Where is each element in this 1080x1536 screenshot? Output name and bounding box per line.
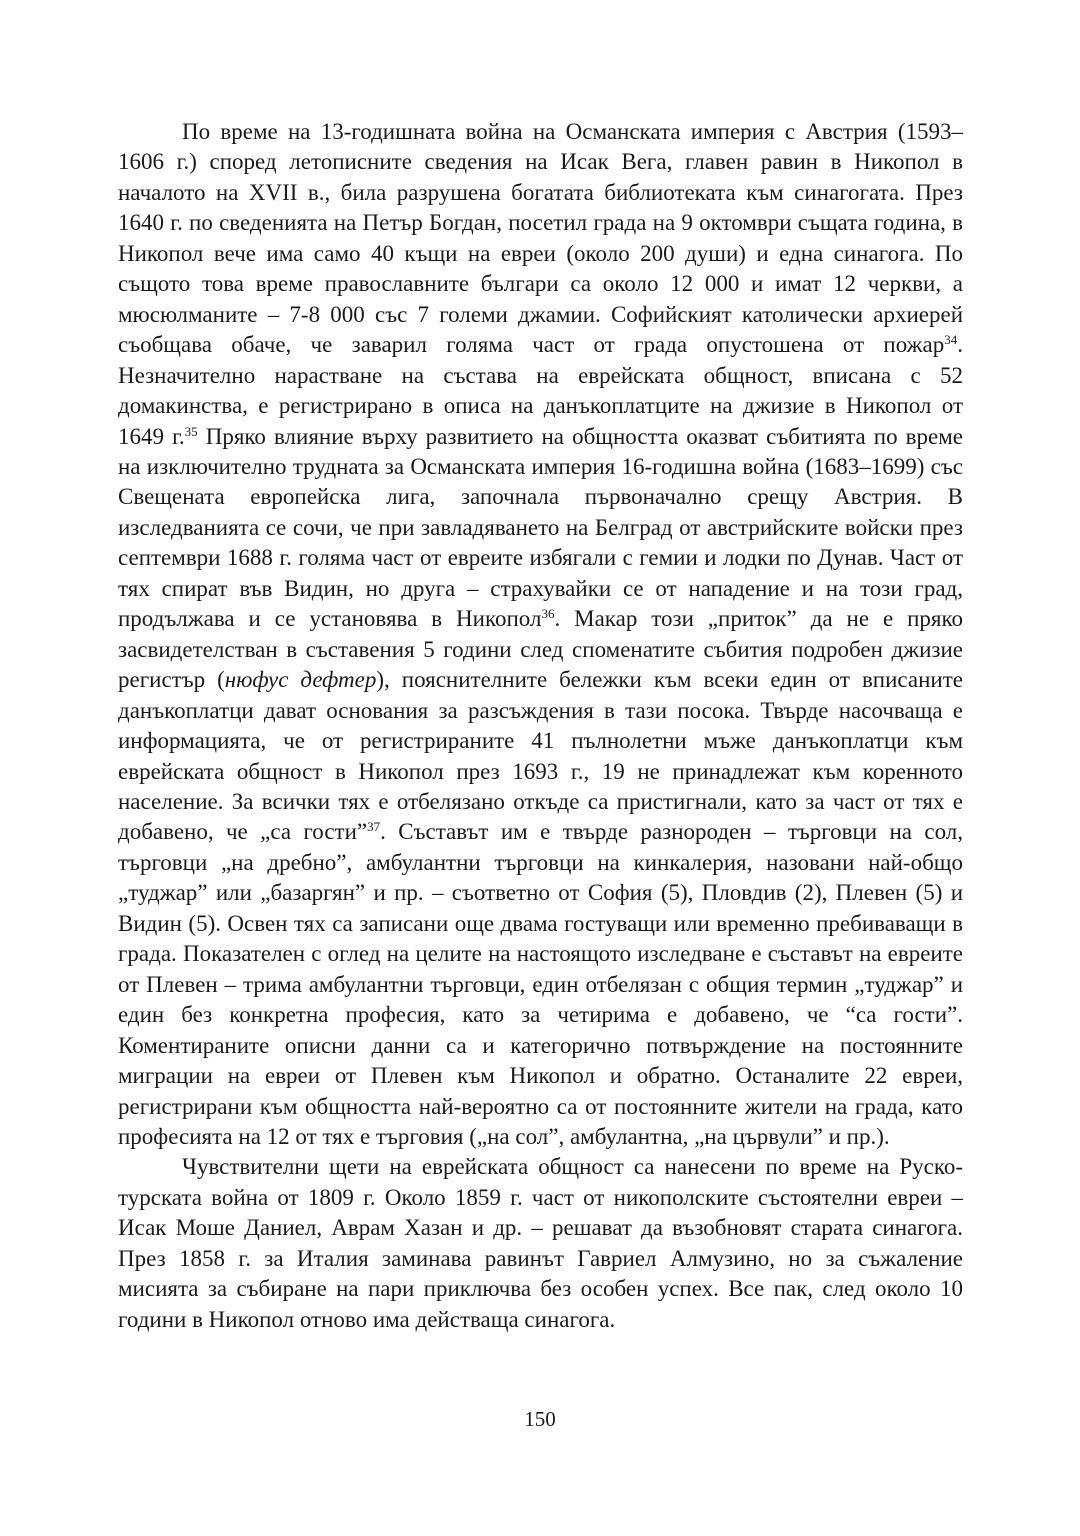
paragraph-2: Чувствителни щети на еврейската общност са нанесени по време на Руско-турската война от 1809 г. Около 1859 г. част от никополските състоятелни евреи – Исак Моше Даниел, Аврам Хазан и др. – решават да възобновят старата синагога. През 1858 г. за Италия заминава равинът Гавриел Алмузино, но за съжаление мисията за събиране на пари приключва без особен успех. Все пак, след около 10 години в Никопол отново има действаща синагога. bbox=[118, 1154, 963, 1332]
footnote-marker-35: 35 bbox=[184, 423, 198, 439]
text-segment: . Макар този „приток” да не е пряко засвидетелстван в съставения 5 години след споменатите събития подробен джизие регистър ( bbox=[118, 606, 963, 693]
paragraph-1 bbox=[118, 117, 963, 1152]
text-segment: По време на 13-годишната война на Османската империя с Австрия (1593–1606 г.) според летописните сведения на Исак Вега, главен равин в Никопол в началото на XVII в., била разрушена богатата библиотеката към синагогата. През 1640 г. по сведенията на Петър Богдан, посетил града на 9 октомври същата година, в Никопол вече има само 40 къщи на евреи (около 200 души) и една синагога. По същото това време православните българи са около 12 000 и имат 12 черкви, а мюсюлманите – 7-8 000 със 7 големи джамии. Софийският католически архиерей съобщава обаче, че заварил голяма част от града опустошена от пожар bbox=[118, 119, 963, 358]
text-segment: . Незначително нарастване на състава на еврейската общност, вписана с 52 домакинства, е регистрирано в описа на данъкоплатците на джизие в Никопол от 1649 г. bbox=[118, 332, 963, 449]
text-segment: ), пояснителните бележки към всеки един от вписаните данъкоплатци дават основания за разсъждения в тази посока. Твърде насочваща е информацията, че от регистрираните 41 пълнолетни мъже данъкоплатци към еврейската общност в Никопол през 1693 г., 19 не принадлежат към коренното население. За всички тях е отбелязано откъде са пристигнали, като за част от тях е добавено, че „са гости” bbox=[118, 667, 963, 845]
body-text bbox=[118, 117, 963, 1335]
footnote-marker-34: 34 bbox=[944, 332, 958, 348]
italic-term: нюфус дефтер bbox=[224, 667, 377, 693]
footnote-marker-36: 36 bbox=[541, 606, 555, 622]
text-segment: . Съставът им е твърде разнороден – търговци на сол, търговци „на дребно”, амбулантни търговци на кинкалерия, назовани най-общо „туджар” или „базаргян” и пр. – съответно от София (5), Пловдив (2), Плевен (5) и Видин (5). Освен тях са записани още двама гостуващи или временно пребиваващи в града. Показателен с оглед на целите на настоящото изследване е съставът на евреите от Плевен – трима амбулантни търговци, един отбелязан с общия термин „туджар” и един без конкретна професия, като за четирима е добавено, че “са гости”. Коментираните описни данни са и категорично потвърждение на постоянните миграции на евреи от Плевен към Никопол и обратно. Останалите 22 евреи, регистрирани към общността най-вероятно са от постоянните жители на града, като професията на 12 от тях е търговия („на сол”, амбулантна, „на цървули” и пр.). bbox=[118, 819, 964, 1149]
footnote-marker-37: 37 bbox=[367, 819, 381, 835]
page-number: 150 bbox=[524, 1407, 556, 1431]
text-segment: Пряко влияние върху развитието на общността оказват събитията по време на изключително трудната за Османската империя 16-годишна война (1683–1699) със Свещената европейска лига, започнала първоначално срещу Австрия. В изследванията се сочи, че при завладяването на Белград от австрийските войски през септември 1688 г. голяма част от евреите избягали с гемии и лодки по Дунав. Част от тях спират във Видин, но друга – страхувайки се от нападение и на този град, продължава и се установява в Никопол bbox=[118, 423, 963, 632]
